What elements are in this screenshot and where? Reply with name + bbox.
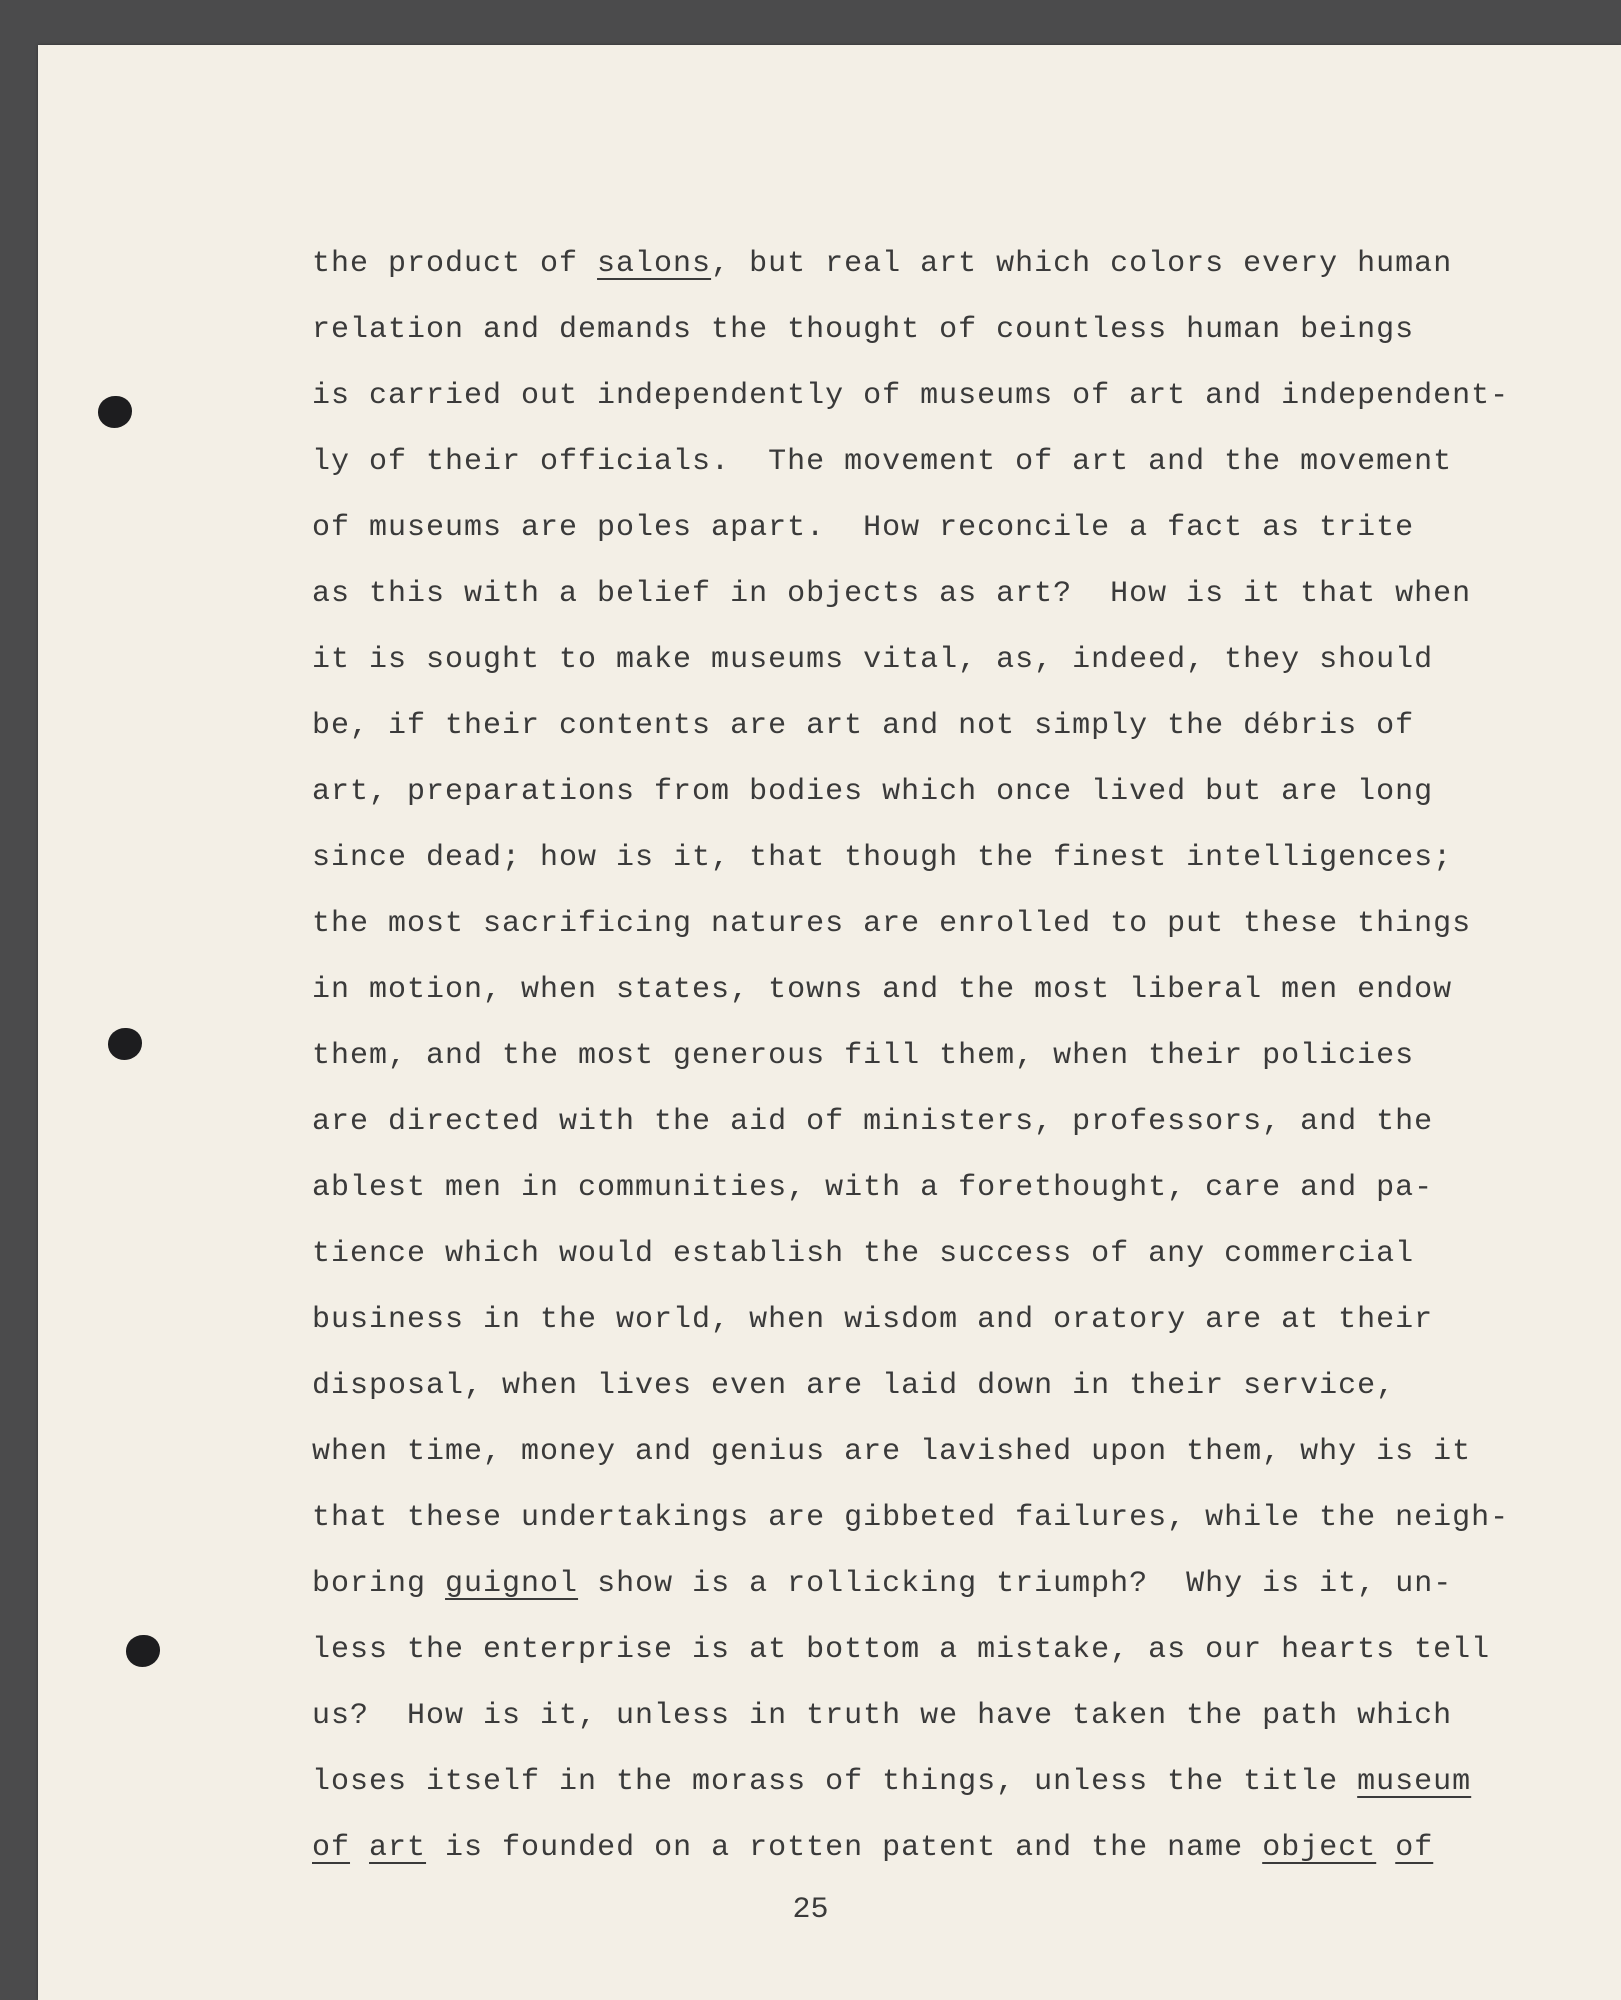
line-text: disposal, when lives even are laid down in their service, — [312, 1369, 1396, 1403]
text-line — [312, 302, 1572, 368]
line-text: the product of — [312, 247, 598, 281]
text-line — [312, 368, 1572, 434]
line-text: ablest men in communities, with a forethought, care and pa- — [312, 1171, 1434, 1205]
text-line — [312, 434, 1572, 500]
text-line — [312, 1292, 1572, 1358]
line-text: be, if their contents are art and not simply the débris of — [312, 709, 1415, 743]
line-text: art, preparations from bodies which once lived but are long — [312, 775, 1434, 809]
underlined-word: salons — [597, 247, 712, 281]
line-text — [1376, 1831, 1395, 1865]
underlined-word: guignol — [445, 1567, 579, 1601]
line-text: in motion, when states, towns and the most liberal men endow — [312, 973, 1453, 1007]
underlined-word: art — [369, 1831, 427, 1865]
line-text: ly of their officials. The movement of art and the movement — [312, 445, 1453, 479]
line-text — [350, 1831, 369, 1865]
line-text: us? How is it, unless in truth we have taken the path which — [312, 1699, 1453, 1733]
text-line — [312, 566, 1572, 632]
line-text: since dead; how is it, that though the finest intelligences; — [312, 841, 1453, 875]
text-line — [312, 1424, 1572, 1490]
text-line — [312, 632, 1572, 698]
text-line — [312, 1556, 1572, 1622]
text-line — [312, 830, 1572, 896]
punch-hole-middle — [108, 1028, 142, 1060]
text-line — [312, 1358, 1572, 1424]
text-line — [312, 1622, 1572, 1688]
text-line — [312, 1754, 1572, 1820]
underlined-word: museum — [1357, 1765, 1472, 1799]
line-text: the most sacrificing natures are enrolled to put these things — [312, 907, 1472, 941]
punch-hole-top — [98, 396, 132, 428]
line-text: are directed with the aid of ministers, professors, and the — [312, 1105, 1434, 1139]
line-text: tience which would establish the success of any commercial — [312, 1237, 1415, 1271]
typed-paragraph — [312, 236, 1572, 1886]
underlined-word: of — [312, 1831, 351, 1865]
line-text: as this with a belief in objects as art? How is it that when — [312, 577, 1472, 611]
punch-hole-bottom — [126, 1635, 160, 1667]
line-text: of museums are poles apart. How reconcile a fact as trite — [312, 511, 1415, 545]
text-line — [312, 236, 1572, 302]
text-line — [312, 896, 1572, 962]
page-number: 25 — [792, 1893, 829, 1927]
line-text: them, and the most generous fill them, when their policies — [312, 1039, 1415, 1073]
text-line — [312, 1688, 1572, 1754]
text-line — [312, 962, 1572, 1028]
line-text: less the enterprise is at bottom a mistake, as our hearts tell — [312, 1633, 1491, 1667]
line-text: relation and demands the thought of countless human beings — [312, 313, 1415, 347]
line-text: it is sought to make museums vital, as, indeed, they should — [312, 643, 1434, 677]
line-text: loses itself in the morass of things, unless the title — [312, 1765, 1358, 1799]
text-line — [312, 1094, 1572, 1160]
text-line — [312, 1820, 1572, 1886]
line-text: , but real art which colors every human — [711, 247, 1453, 281]
line-text: boring — [312, 1567, 446, 1601]
text-line — [312, 1226, 1572, 1292]
line-text: when time, money and genius are lavished upon them, why is it — [312, 1435, 1472, 1469]
line-text: is carried out independently of museums of art and independent- — [312, 379, 1510, 413]
text-line — [312, 1028, 1572, 1094]
underlined-word: of — [1395, 1831, 1434, 1865]
text-line — [312, 500, 1572, 566]
text-line — [312, 764, 1572, 830]
text-line — [312, 1160, 1572, 1226]
underlined-word: object — [1262, 1831, 1377, 1865]
line-text: that these undertakings are gibbeted failures, while the neigh- — [312, 1501, 1510, 1535]
text-line — [312, 1490, 1572, 1556]
line-text: show is a rollicking triumph? Why is it, un- — [578, 1567, 1453, 1601]
text-line — [312, 698, 1572, 764]
line-text: business in the world, when wisdom and oratory are at their — [312, 1303, 1434, 1337]
line-text: is founded on a rotten patent and the name — [426, 1831, 1263, 1865]
